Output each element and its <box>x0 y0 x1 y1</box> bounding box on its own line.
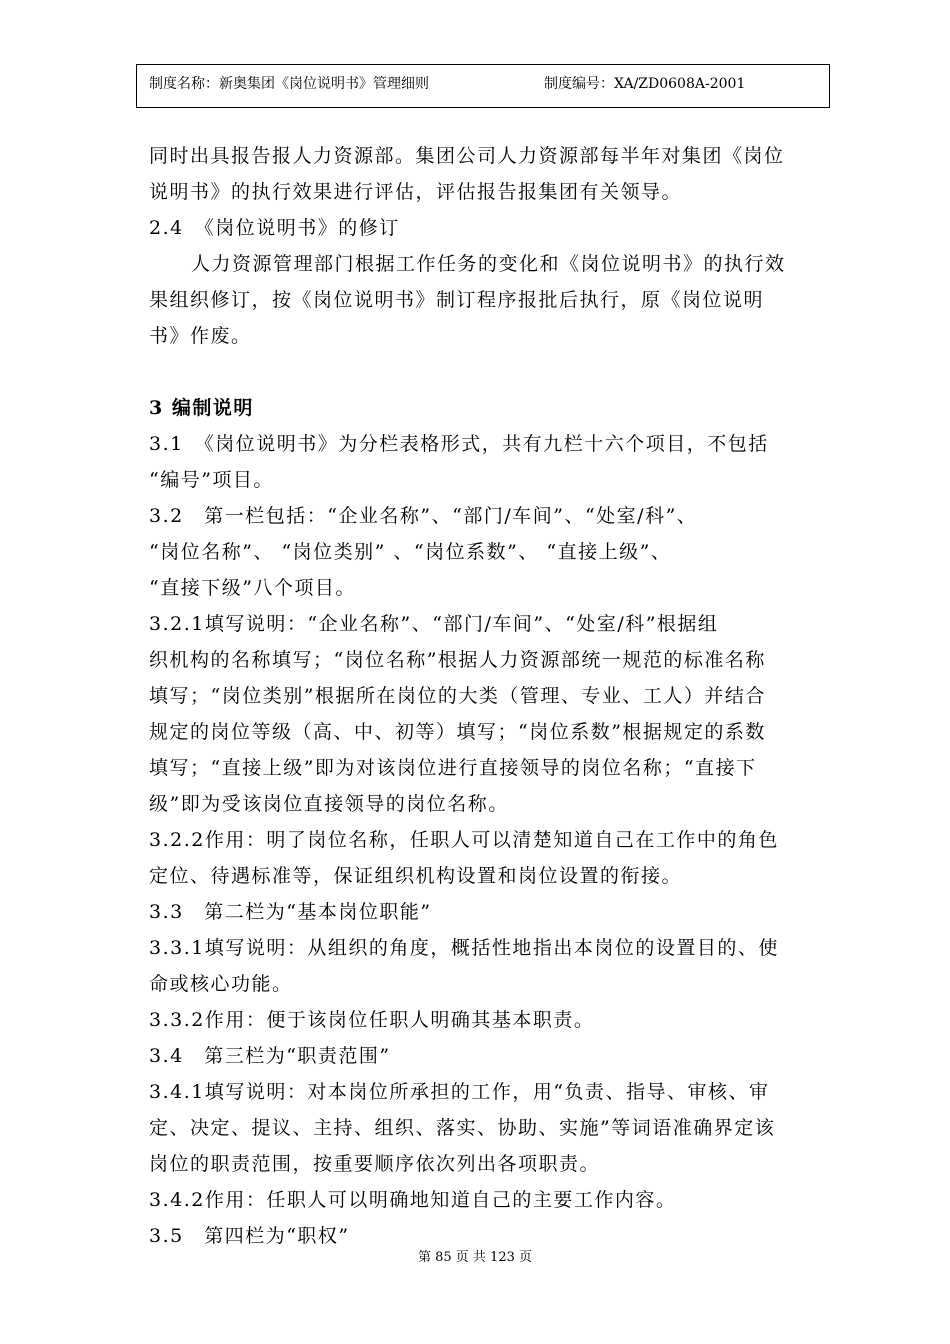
body-line: 果组织修订，按《岗位说明书》制订程序报批后执行，原《岗位说明 <box>149 289 765 311</box>
regulation-name: 制度名称：新奥集团《岗位说明书》管理细则 <box>149 76 429 92</box>
body-line: 3.3.2作用：便于该岗位任职人明确其基本职责。 <box>149 1009 595 1031</box>
body-line: 3.4.2作用：任职人可以明确地知道自己的主要工作内容。 <box>149 1189 677 1211</box>
chapter-heading: 3 编制说明 <box>149 397 254 419</box>
body-line: 说明书》的执行效果进行评估，评估报告报集团有关领导。 <box>149 181 683 203</box>
body-line: “岗位名称”、 “岗位类别” 、“岗位系数”、 “直接上级”、 <box>149 541 672 563</box>
body-line: 书》作废。 <box>149 325 252 347</box>
page-footer: 第 85 页 共 123 页 <box>417 1250 533 1265</box>
document-body <box>149 138 844 1254</box>
body-line: 规定的岗位等级（高、中、初等）填写；“岗位系数”根据规定的系数 <box>149 721 766 743</box>
body-line: 织机构的名称填写；“岗位名称”根据人力资源部统一规范的标准名称 <box>149 649 766 671</box>
body-line: 3.3 第二栏为“基本岗位职能” <box>149 901 432 923</box>
body-line: 3.4 第三栏为“职责范围” <box>149 1045 391 1067</box>
body-line: 3.4.1填写说明：对本岗位所承担的工作，用“负责、指导、审核、审 <box>149 1081 770 1103</box>
body-line: 3.1 《岗位说明书》为分栏表格形式，共有九栏十六个项目，不包括 <box>149 433 769 455</box>
body-line: 岗位的职责范围，按重要顺序依次列出各项职责。 <box>149 1153 601 1175</box>
body-line: 命或核心功能。 <box>149 973 293 995</box>
body-line: 定、决定、提议、主持、组织、落实、协助、实施”等词语准确界定该 <box>149 1117 776 1139</box>
document-header <box>136 64 830 108</box>
body-line: 3.2.2作用：明了岗位名称，任职人可以清楚知道自己在工作中的角色 <box>149 829 779 851</box>
body-line: “直接下级”八个项目。 <box>149 577 356 599</box>
section-title: 2.4 《岗位说明书》的修订 <box>149 217 400 239</box>
body-line: 同时出具报告报人力资源部。集团公司人力资源部每半年对集团《岗位 <box>149 145 785 167</box>
body-line: 填写；“直接上级”即为对该岗位进行直接领导的岗位名称；“直接下 <box>149 757 757 779</box>
body-line: 3.2.1填写说明：“企业名称”、“部门/车间”、“处室/科”根据组 <box>149 613 719 635</box>
body-line: 人力资源管理部门根据工作任务的变化和《岗位说明书》的执行效 <box>191 253 786 275</box>
body-line: 级”即为受该岗位直接领导的岗位名称。 <box>149 793 509 815</box>
body-line: 3.3.1填写说明：从组织的角度，概括性地指出本岗位的设置目的、使 <box>149 937 779 959</box>
regulation-code: 制度编号：XA/ZD0608A-2001 <box>544 76 746 92</box>
paragraph-gap <box>149 354 844 390</box>
body-line: “编号”项目。 <box>149 469 274 491</box>
body-line: 填写；“岗位类别”根据所在岗位的大类（管理、专业、工人）并结合 <box>149 685 766 707</box>
body-line: 定位、待遇标准等，保证组织机构设置和岗位设置的衔接。 <box>149 865 683 887</box>
body-line: 3.2 第一栏包括：“企业名称”、“部门/车间”、“处室/科”、 <box>149 505 698 527</box>
body-line: 3.5 第四栏为“职权” <box>149 1225 350 1247</box>
